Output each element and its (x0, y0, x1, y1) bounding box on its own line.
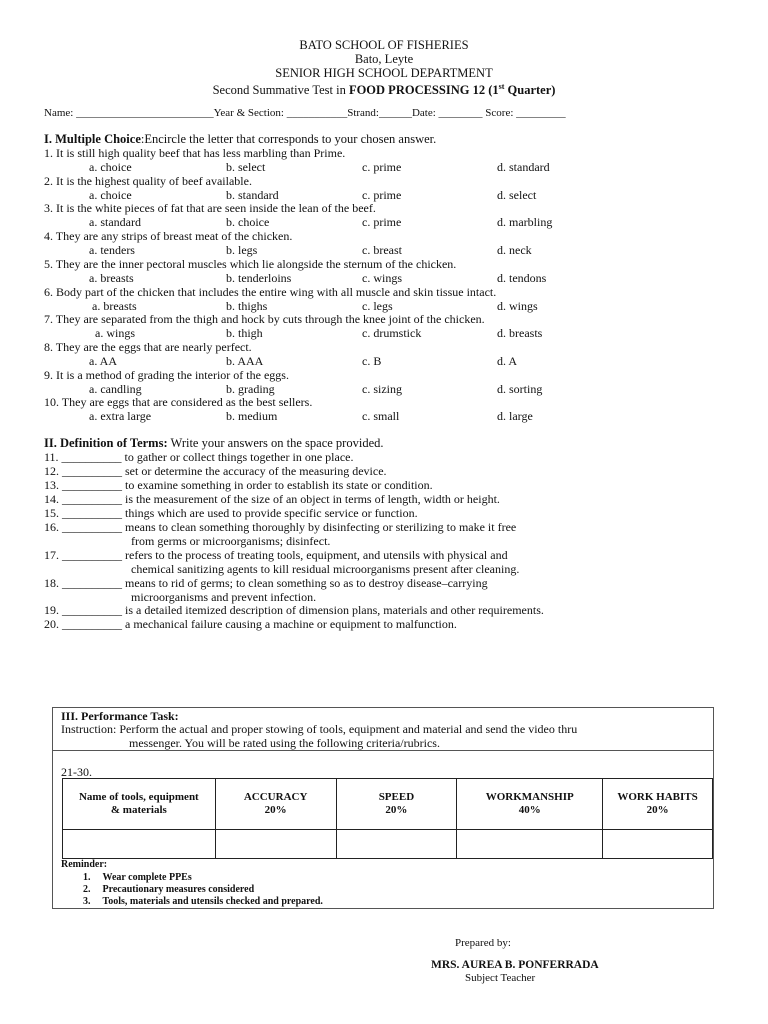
question-text: 6. Body part of the chicken that includes the entire wing with all muscle and skin tissue intact. (44, 285, 497, 299)
answer-option-b[interactable]: b. AAA (226, 354, 264, 368)
answer-option-c[interactable]: c. drumstick (362, 326, 422, 340)
test-title-prefix: Second Summative Test in (212, 83, 349, 98)
definition-item: 19. __________ is a detailed itemized description of dimension plans, materials and other requirements. (44, 603, 544, 617)
answer-option-a[interactable]: a. breasts (89, 271, 134, 285)
answer-option-a[interactable]: a. standard (89, 215, 141, 229)
rubric-header-row (63, 779, 713, 830)
answer-option-b[interactable]: b. select (226, 160, 266, 174)
answer-option-d[interactable]: d. large (497, 409, 533, 423)
answer-option-d[interactable]: d. breasts (497, 326, 543, 340)
question-text: 7. They are separated from the thigh and hock by cuts through the knee joint of the chicken. (44, 312, 485, 326)
question-text: 10. They are eggs that are considered as the best sellers. (44, 395, 313, 409)
rubric-table (62, 778, 713, 859)
answer-option-a[interactable]: a. extra large (89, 409, 152, 423)
definition-item: 17. __________ refers to the process of treating tools, equipment, and utensils with physical and (44, 548, 508, 562)
answer-option-b[interactable]: b. choice (226, 215, 270, 229)
section-performance-title: III. Performance Task: (61, 709, 179, 723)
answer-option-a[interactable]: a. choice (89, 160, 132, 174)
rubric-col-name: Name of tools, equipment & materials (63, 779, 216, 830)
definition-item: 13. __________ to examine something in order to establish its state or condition. (44, 478, 433, 492)
school-location: Bato, Leyte (354, 52, 414, 66)
answer-option-d[interactable]: d. A (497, 354, 518, 368)
question-text: 8. They are the eggs that are nearly perfect. (44, 340, 252, 354)
answer-option-d[interactable]: d. sorting (497, 382, 543, 396)
section-multiple-choice-heading (44, 132, 436, 146)
definition-item: 18. __________ means to rid of germs; to clean something so as to destroy disease–carrying (44, 576, 488, 590)
section-definition-title: II. Definition of Terms: (44, 436, 168, 450)
definition-item: 12. __________ set or determine the accuracy of the measuring device. (44, 464, 387, 478)
definition-item: 14. __________ is the measurement of the size of an object in terms of length, width or height. (44, 492, 500, 506)
definition-item: 16. __________ means to clean something thoroughly by disinfecting or sterilizing to make it free (44, 520, 517, 534)
school-name: BATO SCHOOL OF FISHERIES (299, 38, 469, 52)
answer-option-d[interactable]: d. neck (497, 243, 532, 257)
answer-option-b[interactable]: b. tenderloins (226, 271, 292, 285)
answer-option-c[interactable]: c. small (362, 409, 400, 423)
answer-option-d[interactable]: d. wings (497, 299, 538, 313)
answer-option-d[interactable]: d. marbling (497, 215, 553, 229)
answer-option-c[interactable]: c. breast (362, 243, 402, 257)
section-definition-instruction: Write your answers on the space provided. (167, 436, 384, 450)
answer-option-d[interactable]: d. select (497, 188, 537, 202)
question-text: 9. It is a method of grading the interior of the eggs. (44, 368, 289, 382)
performance-divider (53, 750, 713, 751)
test-title-quarter: Quarter) (504, 83, 556, 98)
answer-option-b[interactable]: b. medium (226, 409, 278, 423)
question-text: 2. It is the highest quality of beef available. (44, 174, 252, 188)
student-info-line: Name: _________________________Year & Section: ___________Strand:______Date: ________ Score: _________ (44, 107, 566, 119)
performance-task-box (52, 707, 714, 909)
answer-option-c[interactable]: c. legs (362, 299, 393, 313)
performance-instruction-line1: Instruction: Perform the actual and proper stowing of tools, equipment and material and send the video thru (61, 722, 578, 736)
answer-option-a[interactable]: a. breasts (92, 299, 137, 313)
answer-option-c[interactable]: c. prime (362, 215, 402, 229)
definition-continuation: chemical sanitizing agents to kill residual microorganisms present after cleaning. (131, 562, 520, 576)
answer-option-a[interactable]: a. AA (89, 354, 117, 368)
answer-option-c[interactable]: c. B (362, 354, 382, 368)
answer-option-b[interactable]: b. grading (226, 382, 275, 396)
reminder-item: 1. Wear complete PPEs (83, 872, 192, 883)
answer-option-b[interactable]: b. thighs (226, 299, 268, 313)
answer-option-c[interactable]: c. sizing (362, 382, 402, 396)
section-definition-heading (44, 436, 384, 450)
reminder-item: 3. Tools, materials and utensils checked and prepared. (83, 896, 323, 907)
reminder-title: Reminder: (61, 859, 108, 870)
definition-item: 11. __________ to gather or collect things together in one place. (44, 450, 354, 464)
department-name: SENIOR HIGH SCHOOL DEPARTMENT (275, 66, 493, 80)
definition-item: 20. __________ a mechanical failure causing a machine or equipment to malfunction. (44, 617, 457, 631)
rubric-col-work-habits: WORK HABITS 20% (603, 779, 713, 830)
rubric-col-speed: SPEED 20% (336, 779, 457, 830)
section-multiple-choice-instruction: :Encircle the letter that corresponds to your chosen answer. (140, 132, 437, 146)
rubric-cell-work-habits[interactable] (603, 830, 713, 859)
definition-item: 15. __________ things which are used to provide specific service or function. (44, 506, 418, 520)
test-title-quarter-sup: st (498, 82, 505, 91)
test-title (0, 80, 768, 97)
question-text: 5. They are the inner pectoral muscles which lie alongside the sternum of the chicken. (44, 257, 457, 271)
rubric-col-accuracy: ACCURACY 20% (215, 779, 336, 830)
answer-option-b[interactable]: b. legs (226, 243, 258, 257)
prepared-by-label: Prepared by: (455, 937, 511, 949)
rubric-cell-name[interactable] (63, 830, 216, 859)
teacher-role: Subject Teacher (465, 972, 536, 984)
performance-instruction-line2: messenger. You will be rated using the following criteria/rubrics. (129, 736, 440, 750)
answer-option-a[interactable]: a. choice (89, 188, 132, 202)
rubric-blank-row (63, 830, 713, 859)
section-multiple-choice-title: I. Multiple Choice (44, 132, 141, 146)
teacher-name: MRS. AUREA B. PONFERRADA (431, 959, 599, 971)
test-title-subject: FOOD PROCESSING 12 (1 (348, 83, 499, 98)
answer-option-c[interactable]: c. wings (362, 271, 402, 285)
rubric-cell-speed[interactable] (336, 830, 457, 859)
answer-option-c[interactable]: c. prime (362, 160, 402, 174)
rubric-col-workmanship: WORKMANSHIP 40% (457, 779, 603, 830)
answer-option-a[interactable]: a. tenders (89, 243, 135, 257)
definition-continuation: from germs or microorganisms; disinfect. (131, 534, 331, 548)
reminder-item: 2. Precautionary measures considered (83, 884, 255, 895)
answer-option-b[interactable]: b. thigh (226, 326, 263, 340)
answer-option-c[interactable]: c. prime (362, 188, 402, 202)
answer-option-d[interactable]: d. tendons (497, 271, 547, 285)
question-text: 1. It is still high quality beef that has less marbling than Prime. (44, 146, 346, 160)
rubric-cell-workmanship[interactable] (457, 830, 603, 859)
definition-continuation: microorganisms and prevent infection. (131, 590, 317, 604)
answer-option-a[interactable]: a. candling (89, 382, 142, 396)
performance-item-range: 21-30. (61, 765, 92, 779)
answer-option-a[interactable]: a. wings (95, 326, 135, 340)
question-text: 4. They are any strips of breast meat of the chicken. (44, 229, 293, 243)
answer-option-b[interactable]: b. standard (226, 188, 279, 202)
answer-option-d[interactable]: d. standard (497, 160, 550, 174)
rubric-cell-accuracy[interactable] (215, 830, 336, 859)
question-text: 3. It is the white pieces of fat that are seen inside the lean of the beef. (44, 201, 376, 215)
